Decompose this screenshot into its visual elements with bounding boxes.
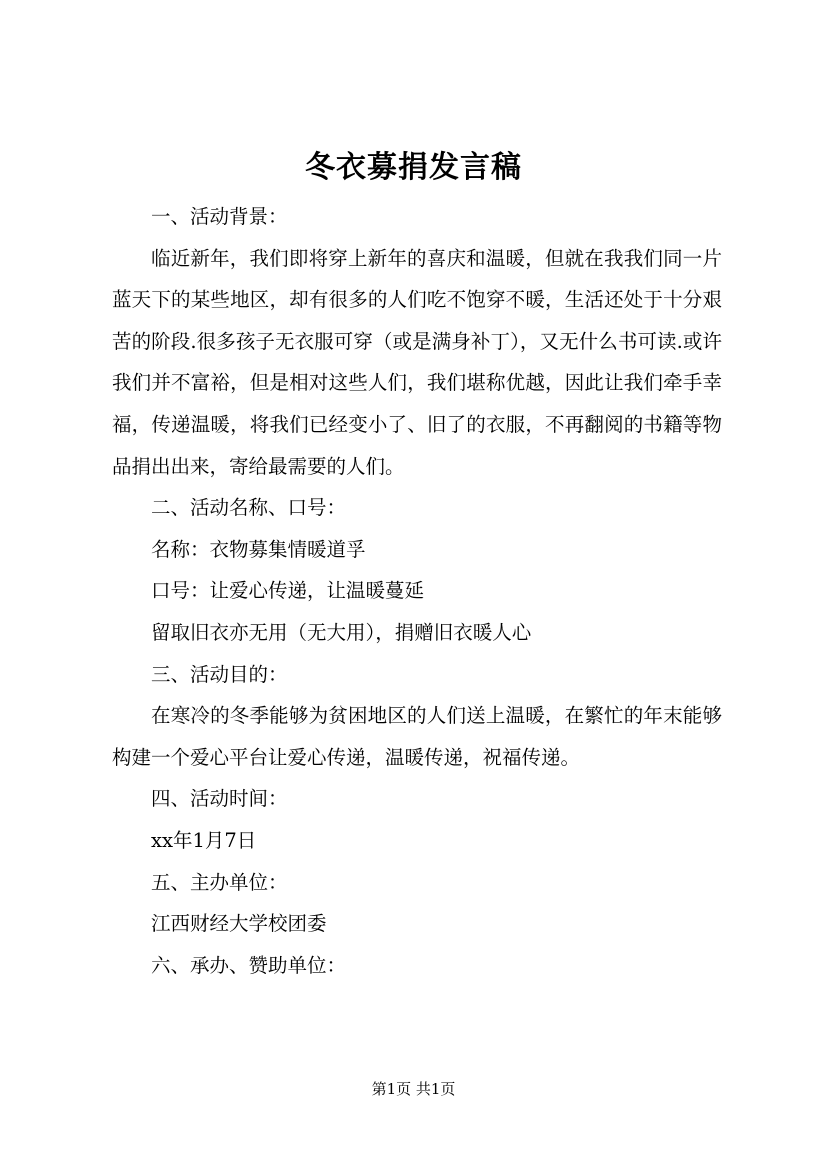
paragraph-slogan: 口号：让爱心传递，让温暖蔓延 — [151, 579, 425, 603]
document-body — [112, 196, 722, 986]
section-heading-organizer: 五、主办单位： — [151, 870, 288, 894]
section-heading-sponsor: 六、承办、赞助单位： — [151, 953, 347, 977]
document-title: 冬衣募捐发言稿 — [305, 150, 522, 185]
paragraph-time: xx年1月7日 — [151, 828, 257, 852]
page-footer: 第1页 共1页 — [371, 1080, 456, 1098]
paragraph-slogan-2: 留取旧衣亦无用（无大用），捐赠旧衣暖人心 — [151, 620, 532, 644]
section-heading-name-slogan: 二、活动名称、口号： — [151, 496, 347, 520]
paragraph-organizer: 江西财经大学校团委 — [151, 912, 327, 936]
paragraph-purpose: 在寒冷的冬季能够为贫困地区的人们送上温暖，在繁忙的年末能够构建一个爱心平台让爱心传递，温暖传递，祝福传递。 — [112, 704, 722, 769]
section-heading-background: 一、活动背景： — [151, 205, 288, 228]
section-heading-time: 四、活动时间： — [151, 787, 288, 811]
paragraph-background: 临近新年，我们即将穿上新年的喜庆和温暖，但就在我我们同一片蓝天下的某些地区，却有很多的人们吃不饱穿不暖，生活还处于十分艰苦的阶段.很多孩子无衣服可穿（或是满身补丁），又无什么书可读.或许我们并不富裕，但是相对这些人们，我们堪称优越，因此让我们牵手幸福，传递温暖，将我们已经变小了、旧了的衣服，不再翻阅的书籍等物品捐出出来，寄给最需要的人们。 — [112, 246, 722, 478]
section-heading-purpose: 三、活动目的： — [151, 662, 288, 686]
paragraph-activity-name: 名称：衣物募集情暖道孚 — [151, 537, 366, 561]
